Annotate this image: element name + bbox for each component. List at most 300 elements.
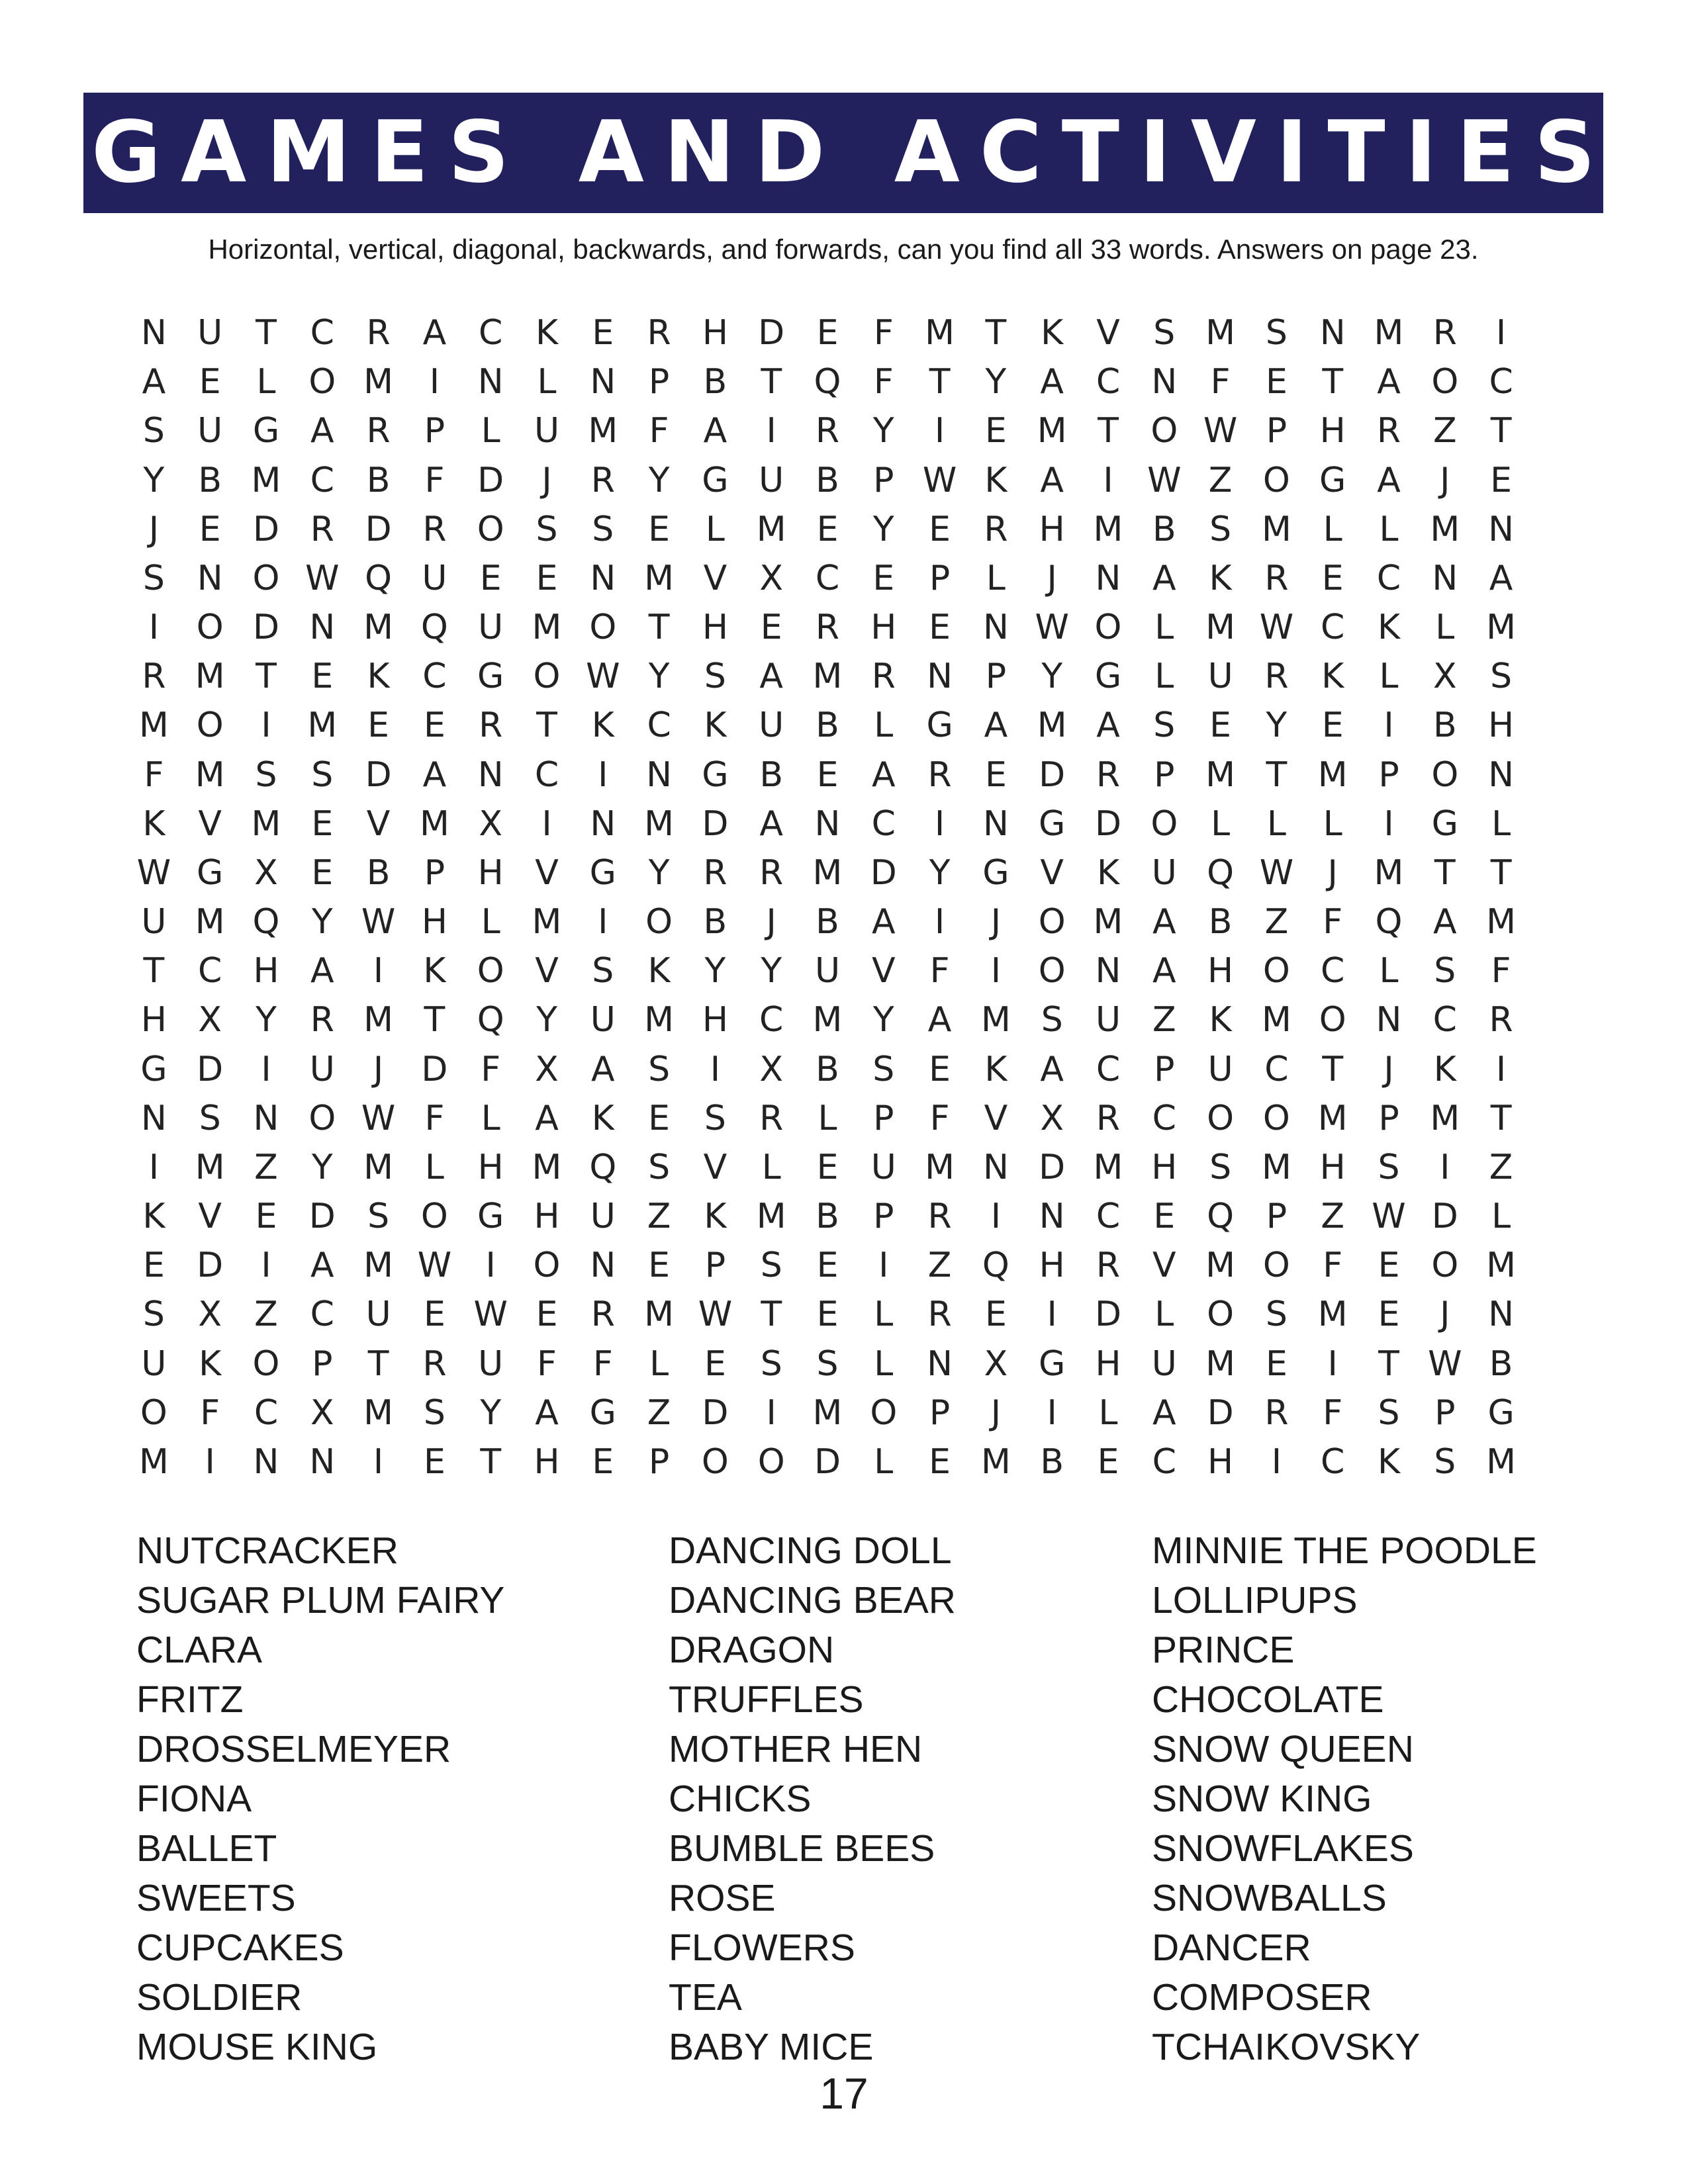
- grid-letter: C: [310, 460, 334, 500]
- grid-letter: B: [816, 1197, 839, 1237]
- grid-letter: H: [702, 313, 728, 353]
- grid-letter: B: [198, 460, 222, 500]
- grid-letter: V: [1040, 852, 1064, 893]
- grid-letter: G: [1431, 803, 1458, 844]
- grid-letter: O: [870, 1392, 898, 1433]
- grid-letter: E: [536, 558, 558, 598]
- grid-letter: P: [1434, 1392, 1456, 1433]
- grid-letter: A: [1152, 902, 1176, 942]
- grid-letter: D: [758, 313, 785, 353]
- grid-letter: P: [1154, 754, 1175, 795]
- grid-letter: A: [872, 754, 896, 795]
- grid-letter: H: [1039, 509, 1065, 549]
- grid-letter: C: [815, 558, 840, 598]
- grid-letter: J: [1047, 558, 1057, 598]
- grid-letter: A: [1040, 362, 1064, 402]
- grid-letter: C: [1152, 1441, 1176, 1482]
- grid-letter: J: [766, 902, 776, 942]
- grid-letter: D: [252, 608, 280, 648]
- grid-letter: N: [982, 1147, 1009, 1187]
- grid-letter: O: [533, 657, 561, 697]
- grid-letter: G: [140, 1049, 167, 1089]
- grid-letter: R: [142, 657, 166, 697]
- grid-letter: F: [424, 460, 445, 500]
- grid-letter: I: [148, 1147, 160, 1187]
- grid-letter: S: [872, 1049, 895, 1089]
- grid-letter: J: [1440, 460, 1450, 500]
- word-list-item: SNOW QUEEN: [1152, 1728, 1414, 1770]
- grid-letter: O: [1431, 1246, 1459, 1286]
- grid-letter: Y: [929, 852, 951, 893]
- grid-letter: R: [759, 852, 784, 893]
- grid-letter: O: [1207, 1098, 1235, 1138]
- grid-letter: W: [698, 1295, 733, 1335]
- grid-letter: R: [1096, 1246, 1121, 1286]
- grid-letter: R: [310, 509, 334, 549]
- grid-letter: B: [703, 362, 727, 402]
- grid-letter: E: [592, 1441, 614, 1482]
- grid-letter: F: [929, 1098, 950, 1138]
- grid-letter: M: [1093, 1147, 1123, 1187]
- grid-letter: N: [477, 754, 504, 795]
- grid-letter: Y: [704, 951, 726, 991]
- grid-letter: L: [256, 362, 276, 402]
- grid-letter: M: [1430, 1098, 1460, 1138]
- grid-letter: L: [874, 1441, 894, 1482]
- grid-letter: N: [1376, 1000, 1402, 1040]
- grid-letter: T: [1490, 1098, 1512, 1138]
- grid-letter: E: [929, 608, 951, 648]
- word-list-item: DANCER: [1152, 1927, 1311, 1969]
- grid-letter: P: [648, 1441, 670, 1482]
- grid-letter: E: [816, 1147, 839, 1187]
- grid-letter: D: [197, 1246, 224, 1286]
- grid-letter: A: [1152, 558, 1176, 598]
- grid-letter: O: [308, 1098, 336, 1138]
- grid-letter: P: [1266, 1197, 1288, 1237]
- grid-letter: C: [1321, 1441, 1345, 1482]
- grid-letter: W: [1203, 411, 1238, 451]
- grid-letter: I: [1047, 1295, 1057, 1335]
- grid-letter: I: [1271, 1441, 1282, 1482]
- grid-letter: A: [927, 1000, 952, 1040]
- grid-letter: H: [702, 608, 728, 648]
- word-list-item: SOLDIER: [136, 1976, 303, 2019]
- grid-letter: Z: [647, 1197, 671, 1237]
- grid-letter: M: [138, 705, 169, 746]
- word-list-item: CHICKS: [669, 1778, 812, 1820]
- grid-letter: X: [535, 1049, 559, 1089]
- grid-letter: I: [429, 362, 440, 402]
- grid-letter: F: [424, 1098, 445, 1138]
- grid-letter: I: [485, 1246, 496, 1286]
- grid-letter: I: [1047, 1392, 1057, 1433]
- grid-letter: G: [1094, 657, 1122, 697]
- grid-letter: M: [1261, 1147, 1291, 1187]
- grid-letter: T: [1490, 852, 1512, 893]
- word-list-item: FLOWERS: [669, 1927, 855, 1969]
- grid-letter: N: [1488, 1295, 1515, 1335]
- word-list-item: NUTCRACKER: [136, 1529, 399, 1572]
- grid-letter: Q: [589, 1147, 617, 1187]
- grid-letter: L: [1154, 657, 1174, 697]
- grid-letter: T: [761, 1295, 782, 1335]
- grid-letter: I: [1440, 1147, 1450, 1187]
- grid-letter: E: [816, 509, 839, 549]
- grid-letter: O: [308, 362, 336, 402]
- grid-letter: D: [814, 1441, 841, 1482]
- grid-letter: H: [870, 608, 897, 648]
- grid-letter: G: [1319, 460, 1346, 500]
- grid-letter: O: [420, 1197, 448, 1237]
- grid-letter: C: [1376, 558, 1401, 598]
- grid-letter: G: [702, 754, 729, 795]
- grid-letter: Z: [927, 1246, 952, 1286]
- grid-letter: I: [1383, 803, 1394, 844]
- grid-letter: L: [1154, 1295, 1174, 1335]
- grid-letter: D: [477, 460, 504, 500]
- grid-letter: Q: [420, 608, 448, 648]
- grid-letter: Z: [254, 1147, 278, 1187]
- grid-letter: A: [310, 1246, 334, 1286]
- grid-letter: E: [929, 1049, 951, 1089]
- grid-letter: U: [1151, 852, 1177, 893]
- grid-letter: B: [1152, 509, 1176, 549]
- grid-letter: L: [481, 411, 500, 451]
- grid-letter: U: [1151, 1343, 1177, 1384]
- grid-letter: R: [647, 313, 671, 353]
- grid-letter: H: [477, 852, 504, 893]
- grid-letter: L: [1379, 509, 1399, 549]
- grid-letter: V: [198, 803, 222, 844]
- grid-letter: D: [1039, 754, 1066, 795]
- grid-letter: I: [990, 951, 1002, 991]
- grid-letter: D: [365, 509, 392, 549]
- grid-letter: J: [1440, 1295, 1450, 1335]
- grid-letter: S: [1434, 951, 1456, 991]
- grid-letter: L: [1266, 803, 1286, 844]
- grid-letter: L: [1435, 608, 1455, 648]
- grid-letter: J: [1327, 852, 1338, 893]
- grid-letter: E: [199, 362, 221, 402]
- grid-letter: Q: [477, 1000, 504, 1040]
- grid-letter: W: [305, 558, 340, 598]
- grid-letter: O: [140, 1392, 167, 1433]
- grid-letter: P: [985, 657, 1007, 697]
- grid-letter: Y: [872, 509, 894, 549]
- grid-letter: W: [1147, 460, 1182, 500]
- grid-letter: L: [1379, 657, 1399, 697]
- grid-letter: C: [1152, 1098, 1176, 1138]
- grid-letter: L: [1379, 951, 1399, 991]
- grid-letter: S: [1265, 1295, 1288, 1335]
- grid-letter: M: [532, 1147, 562, 1187]
- grid-letter: M: [1486, 1441, 1517, 1482]
- grid-letter: W: [361, 1098, 396, 1138]
- grid-letter: M: [1093, 509, 1123, 549]
- grid-letter: M: [1093, 902, 1123, 942]
- grid-letter: M: [1205, 313, 1236, 353]
- grid-letter: A: [1377, 362, 1401, 402]
- word-list-item: BABY MICE: [669, 2026, 874, 2068]
- grid-letter: O: [252, 558, 280, 598]
- grid-letter: P: [929, 1392, 951, 1433]
- grid-letter: S: [142, 558, 165, 598]
- grid-letter: P: [648, 362, 670, 402]
- grid-letter: O: [1262, 951, 1290, 991]
- grid-letter: M: [1317, 1295, 1348, 1335]
- grid-letter: T: [143, 951, 165, 991]
- grid-letter: Q: [814, 362, 841, 402]
- grid-letter: K: [1377, 608, 1401, 648]
- grid-letter: B: [1489, 1343, 1513, 1384]
- grid-letter: O: [1431, 754, 1459, 795]
- grid-letter: D: [1431, 1197, 1458, 1237]
- grid-letter: C: [1096, 1197, 1121, 1237]
- grid-letter: M: [1374, 852, 1404, 893]
- grid-letter: Y: [1041, 657, 1063, 697]
- grid-letter: P: [873, 460, 894, 500]
- grid-letter: L: [537, 362, 557, 402]
- grid-letter: S: [592, 509, 614, 549]
- instructions-text: Horizontal, vertical, diagonal, backwards, and forwards, can you find all 33 words. Answers on page 23.: [208, 234, 1479, 265]
- grid-letter: V: [703, 1147, 727, 1187]
- grid-letter: T: [1322, 362, 1344, 402]
- word-list-item: LOLLIPUPS: [1152, 1579, 1358, 1621]
- grid-letter: F: [1491, 951, 1511, 991]
- grid-letter: N: [1095, 558, 1121, 598]
- grid-letter: L: [1323, 803, 1342, 844]
- grid-letter: E: [816, 754, 839, 795]
- grid-letter: R: [759, 1098, 784, 1138]
- grid-letter: O: [196, 608, 224, 648]
- grid-letter: E: [648, 1098, 671, 1138]
- grid-letter: Y: [311, 1147, 333, 1187]
- grid-letter: I: [766, 411, 776, 451]
- grid-letter: D: [702, 803, 729, 844]
- grid-letter: M: [1037, 705, 1067, 746]
- grid-letter: M: [195, 1147, 225, 1187]
- grid-letter: E: [816, 1295, 839, 1335]
- grid-letter: X: [1040, 1098, 1064, 1138]
- word-list-item: SUGAR PLUM FAIRY: [136, 1579, 505, 1621]
- grid-letter: D: [421, 1049, 448, 1089]
- grid-letter: Y: [761, 951, 782, 991]
- grid-letter: M: [1205, 1343, 1236, 1384]
- grid-letter: D: [365, 754, 392, 795]
- grid-letter: I: [710, 1049, 721, 1089]
- grid-letter: A: [310, 411, 334, 451]
- grid-letter: L: [1323, 509, 1342, 549]
- grid-letter: A: [759, 803, 783, 844]
- grid-letter: O: [645, 902, 673, 942]
- grid-letter: B: [816, 902, 839, 942]
- grid-letter: L: [1211, 803, 1231, 844]
- page-title: GAMES AND ACTIVITIES: [91, 103, 1615, 202]
- grid-letter: C: [422, 657, 447, 697]
- grid-letter: S: [592, 951, 614, 991]
- grid-letter: R: [1432, 313, 1457, 353]
- grid-letter: E: [1490, 460, 1513, 500]
- grid-letter: W: [1372, 1197, 1406, 1237]
- grid-letter: N: [590, 362, 616, 402]
- grid-letter: A: [984, 705, 1008, 746]
- grid-letter: G: [197, 852, 224, 893]
- grid-letter: U: [309, 1049, 335, 1089]
- grid-letter: S: [1378, 1147, 1400, 1187]
- grid-letter: I: [1495, 1049, 1507, 1089]
- grid-letter: R: [1096, 754, 1121, 795]
- grid-letter: M: [812, 852, 843, 893]
- grid-letter: K: [1321, 657, 1344, 697]
- grid-letter: E: [311, 657, 334, 697]
- grid-letter: G: [589, 852, 616, 893]
- grid-letter: R: [479, 705, 503, 746]
- grid-letter: S: [1209, 1147, 1232, 1187]
- grid-letter: D: [1094, 1295, 1122, 1335]
- grid-letter: F: [537, 1343, 557, 1384]
- grid-letter: L: [874, 1343, 894, 1384]
- grid-letter: O: [1431, 362, 1459, 402]
- grid-letter: Y: [648, 852, 670, 893]
- grid-letter: N: [1039, 1197, 1065, 1237]
- word-list-item: DANCING DOLL: [669, 1529, 952, 1572]
- grid-letter: E: [423, 1441, 445, 1482]
- grid-letter: Q: [252, 902, 280, 942]
- grid-letter: Y: [648, 657, 670, 697]
- grid-letter: K: [142, 803, 165, 844]
- grid-letter: O: [477, 951, 504, 991]
- grid-letter: E: [816, 313, 839, 353]
- word-list-item: SNOWFLAKES: [1152, 1827, 1414, 1870]
- grid-letter: I: [205, 1441, 215, 1482]
- grid-letter: M: [532, 608, 562, 648]
- grid-letter: Y: [872, 1000, 894, 1040]
- grid-letter: Z: [254, 1295, 278, 1335]
- word-list-item: MOTHER HEN: [669, 1728, 923, 1770]
- grid-letter: Y: [536, 1000, 557, 1040]
- grid-letter: M: [363, 1147, 394, 1187]
- grid-letter: V: [366, 803, 391, 844]
- grid-letter: L: [424, 1147, 444, 1187]
- grid-letter: S: [199, 1098, 221, 1138]
- grid-letter: E: [984, 411, 1007, 451]
- grid-letter: I: [1327, 1343, 1338, 1384]
- grid-letter: A: [759, 657, 783, 697]
- grid-letter: E: [1153, 1197, 1176, 1237]
- grid-letter: R: [590, 460, 615, 500]
- grid-letter: A: [1377, 460, 1401, 500]
- grid-letter: K: [704, 1197, 727, 1237]
- grid-letter: S: [1265, 313, 1288, 353]
- grid-letter: F: [481, 1049, 501, 1089]
- grid-letter: C: [1321, 951, 1345, 991]
- grid-letter: C: [534, 754, 559, 795]
- grid-letter: T: [985, 313, 1007, 353]
- grid-letter: N: [590, 558, 616, 598]
- grid-letter: T: [1490, 411, 1512, 451]
- grid-letter: F: [1323, 902, 1343, 942]
- grid-letter: F: [873, 313, 894, 353]
- grid-letter: X: [198, 1295, 222, 1335]
- grid-letter: D: [252, 509, 280, 549]
- grid-letter: T: [1322, 1049, 1344, 1089]
- grid-letter: Z: [1321, 1197, 1344, 1237]
- grid-letter: E: [984, 754, 1007, 795]
- grid-letter: Y: [311, 902, 333, 942]
- grid-letter: S: [1490, 657, 1513, 697]
- grid-letter: M: [1486, 902, 1517, 942]
- grid-letter: R: [927, 1295, 952, 1335]
- grid-letter: F: [873, 362, 894, 402]
- grid-letter: Y: [480, 1392, 502, 1433]
- grid-letter: R: [1489, 1000, 1513, 1040]
- grid-letter: J: [373, 1049, 384, 1089]
- grid-letter: S: [367, 1197, 390, 1237]
- grid-letter: W: [136, 852, 171, 893]
- grid-letter: C: [759, 1000, 784, 1040]
- grid-letter: S: [255, 754, 277, 795]
- grid-letter: A: [591, 1049, 615, 1089]
- grid-letter: L: [874, 705, 894, 746]
- grid-letter: E: [872, 558, 895, 598]
- grid-letter: O: [1150, 803, 1178, 844]
- grid-letter: R: [590, 1295, 615, 1335]
- grid-letter: N: [140, 313, 167, 353]
- grid-letter: M: [812, 1000, 843, 1040]
- grid-letter: L: [481, 902, 500, 942]
- grid-letter: O: [1319, 1000, 1346, 1040]
- grid-letter: H: [1039, 1246, 1065, 1286]
- grid-letter: N: [253, 1441, 279, 1482]
- grid-letter: L: [481, 1098, 500, 1138]
- grid-letter: Y: [985, 362, 1007, 402]
- grid-letter: M: [812, 1392, 843, 1433]
- grid-letter: G: [589, 1392, 616, 1433]
- word-list-item: FIONA: [136, 1778, 252, 1820]
- grid-letter: P: [424, 852, 445, 893]
- grid-letter: S: [704, 1098, 726, 1138]
- word-list-item: MINNIE THE POODLE: [1152, 1529, 1537, 1572]
- grid-letter: C: [198, 951, 222, 991]
- grid-letter: I: [373, 951, 384, 991]
- grid-letter: V: [1096, 313, 1120, 353]
- grid-letter: K: [535, 313, 559, 353]
- grid-letter: R: [984, 509, 1008, 549]
- word-list-item: SWEETS: [136, 1877, 296, 1919]
- grid-letter: S: [648, 1049, 671, 1089]
- grid-letter: C: [310, 313, 334, 353]
- word-list-item: FRITZ: [136, 1678, 244, 1721]
- grid-letter: A: [1040, 460, 1064, 500]
- grid-letter: M: [363, 608, 394, 648]
- grid-letter: I: [261, 1246, 271, 1286]
- grid-letter: X: [310, 1392, 334, 1433]
- grid-letter: G: [982, 852, 1009, 893]
- word-list-item: TRUFFLES: [669, 1678, 864, 1721]
- grid-letter: R: [927, 1197, 952, 1237]
- grid-letter: F: [649, 411, 669, 451]
- grid-letter: E: [648, 509, 671, 549]
- grid-letter: E: [1265, 1343, 1288, 1384]
- grid-letter: O: [1262, 1246, 1290, 1286]
- grid-letter: J: [541, 460, 552, 500]
- grid-letter: S: [1041, 1000, 1063, 1040]
- grid-letter: O: [477, 509, 504, 549]
- grid-letter: K: [984, 460, 1008, 500]
- grid-letter: A: [1152, 951, 1176, 991]
- grid-letter: M: [925, 313, 955, 353]
